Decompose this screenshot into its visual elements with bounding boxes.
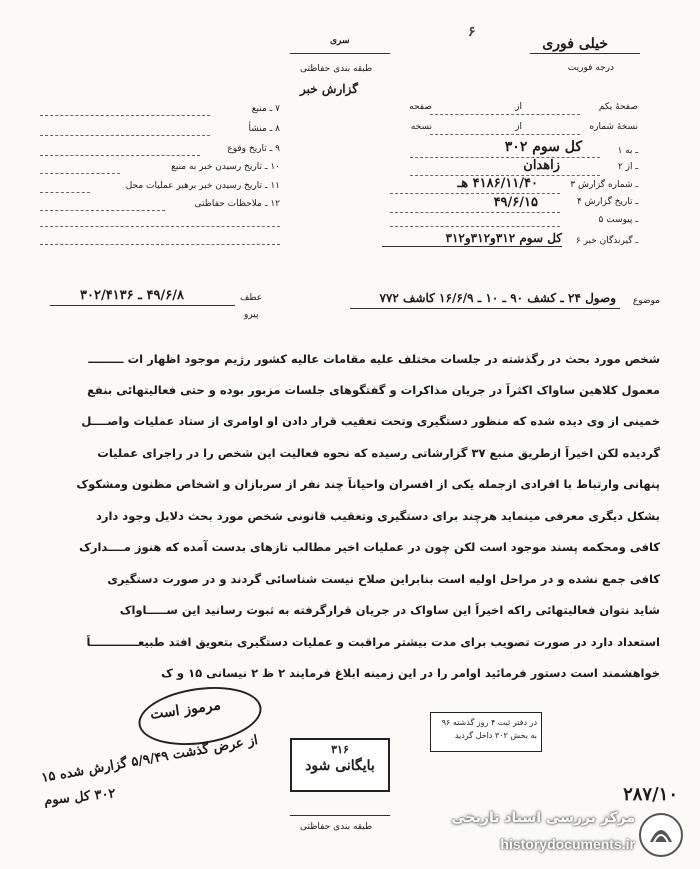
field-number-label: ۳ ـ شماره گزارش [570,180,638,190]
field-attachment-label: ۵ ـ پیوست [598,215,638,225]
field-operations-date: ۱۱ ـ تاریخ رسیدن خبر برهبر عملیات محل [125,181,280,191]
field-event-date: ۹ ـ تاریخ وقوع [227,144,280,154]
field-copy-of: از [515,122,522,132]
urgency-label: درجه فوریت [567,63,614,73]
field-to-label: ۱ ـ به [617,146,638,156]
atf-label: عطف [240,293,263,303]
field-source: ۷ ـ منبع [251,104,280,114]
field-page-unit: صفحه [409,102,432,112]
urgency-value: خیلی فوری [542,36,608,52]
field-from-label: ۲ ـ از [617,162,638,172]
field-date-value: ۴۹/۶/۱۵ [493,195,538,210]
field-recipients-value: کل سوم ۳۱۲و۳۱۲و۳۱۲ [445,231,562,245]
registry-stamp-line2: به بخش ۳۰۲ داخل گردید [454,731,537,740]
field-page-of: از [515,102,522,112]
archive-stamp-number: ۳۱۶ [331,743,349,756]
atf-value: ۴۹/۶/۸ ـ ۳۰۲/۴۱۳۶ [80,288,184,303]
field-source-date: ۱۰ ـ تاریخ رسیدن خبر به منبع [171,162,280,172]
body-line: کافی جمع نشده و در مراحل اولیه است بنابراین صلاح نیست شناسائی گردند و در صورت دستگیری [107,572,660,586]
classification-underline [290,53,390,54]
body-line: خواهشمند است دستور فرمائید اوامر را در این زمینه ابلاغ فرمایند ۲ ظ ۲ نیسانی ۱۵ و ک [161,666,660,680]
watermark-logo-icon [638,812,684,858]
archive-stamp [290,738,390,792]
field-to-value: کل سوم ۳۰۲ [504,139,582,155]
watermark [425,810,635,860]
handwritten-oval-text: مرموز است [149,697,222,723]
registry-stamp [430,712,542,752]
page-number: ۲۸۷/۱۰ [623,784,678,805]
peyro-label: پیرو [244,310,259,320]
classification-value: سری [330,36,350,46]
field-date-label: ۴ ـ تاریخ گزارش [576,197,638,207]
field-recipients-label: ۶ ـ گیرندگان خبر [575,236,638,246]
body-line: خمینی از وی دیده شده که منظور دستگیری وتحت تعقیب قرار دادن او اوامری از ستاد عملیات واصــــل [81,414,660,428]
report-title: گزارش خبر [300,82,358,96]
watermark-text-fa: مرکز بررسی اسناد تاریخی [451,810,635,826]
body-line: معمول کلاهین ساواک اکثراً در جریان مذاکرات و گفتگوهای جلسات مزبور بوده و حتی فعالیتهائی بنفع [87,383,660,397]
field-origin: ۸ ـ منشأ [248,124,280,134]
field-from-value: زاهدان [523,158,560,173]
archive-stamp-text: بایگانی شود [305,758,375,774]
body-line: پنهانی وارتباط با افرادی ازجمله یکی از افسران واحیاناً چند نفر از سربازان و اشخاص مظنون ومشکوک [76,477,660,491]
handwritten-signature: ۳۰۲ کل سوم [43,786,117,809]
body-line: شاید نتوان فعالیتهائی راکه اخیراً این ساواک در جریان قرارگرفته به ثبوت رسانید این ســـــاواک [119,603,660,617]
footer-classification-label: طبقه بندی حفاظتی [300,822,373,832]
subject-value: وصول ۲۴ ـ کشف ۹۰ ـ ۱۰ ـ ۱۶/۶/۹ کاشف ۷۷۲ [379,291,616,305]
field-copy-label: نسخهٔ شماره [589,122,638,132]
body-line: گردیده لکن اخیراً ازطریق منبع ۳۷ گزارشاتی رسیده که نحوه فعالیت این شخص را در راجرای عملیات [97,446,660,460]
registry-stamp-line1: در دفتر ثبت ۴ روز گذشته ۹۶ [441,718,537,727]
body-line: شخص مورد بحث در رگذشته در جلسات مختلف علیه مقامات عالیه کشور رژیم موجود اظهار ات ـــــــــ [88,352,660,366]
field-security-notes: ۱۲ ـ ملاحظات حفاظتی [194,199,280,209]
watermark-text-en: historydocuments.ir [500,836,635,852]
subject-label: موضوع [632,296,660,306]
handwritten-mark: ۶ [468,24,476,40]
body-line: استعداد دارد در صورت تصویب برای مدت بیشتر مراقبت و عملیات دستگیری بتعویق افتد طبیعــــــــــــاً [86,635,660,649]
field-number-value: ۴۱۸۶/۱۱/۴۰ هـ [457,176,538,191]
classification-label: طبقه بندی حفاظتی [300,64,373,74]
field-page-label: صفحهٔ یکم [598,102,638,112]
body-line: بشکل دیگری معرفی مینماید هرچند برای دستگیری وتعقیب قانونی شخص مورد بحث دلایل وجود دارد [95,509,660,523]
field-copy-unit: نسخه [410,122,432,132]
handwritten-note: از عرض گذشت ۵/۹/۴۹ گزارش شده ۱۵ [40,733,260,786]
urgency-underline [530,53,640,54]
body-line: کافی ومحکمه پسند موجود است لکن چون در عملیات اخیر مطالب تازهای بدست آمده که هنوز مــــدارک [79,540,660,554]
